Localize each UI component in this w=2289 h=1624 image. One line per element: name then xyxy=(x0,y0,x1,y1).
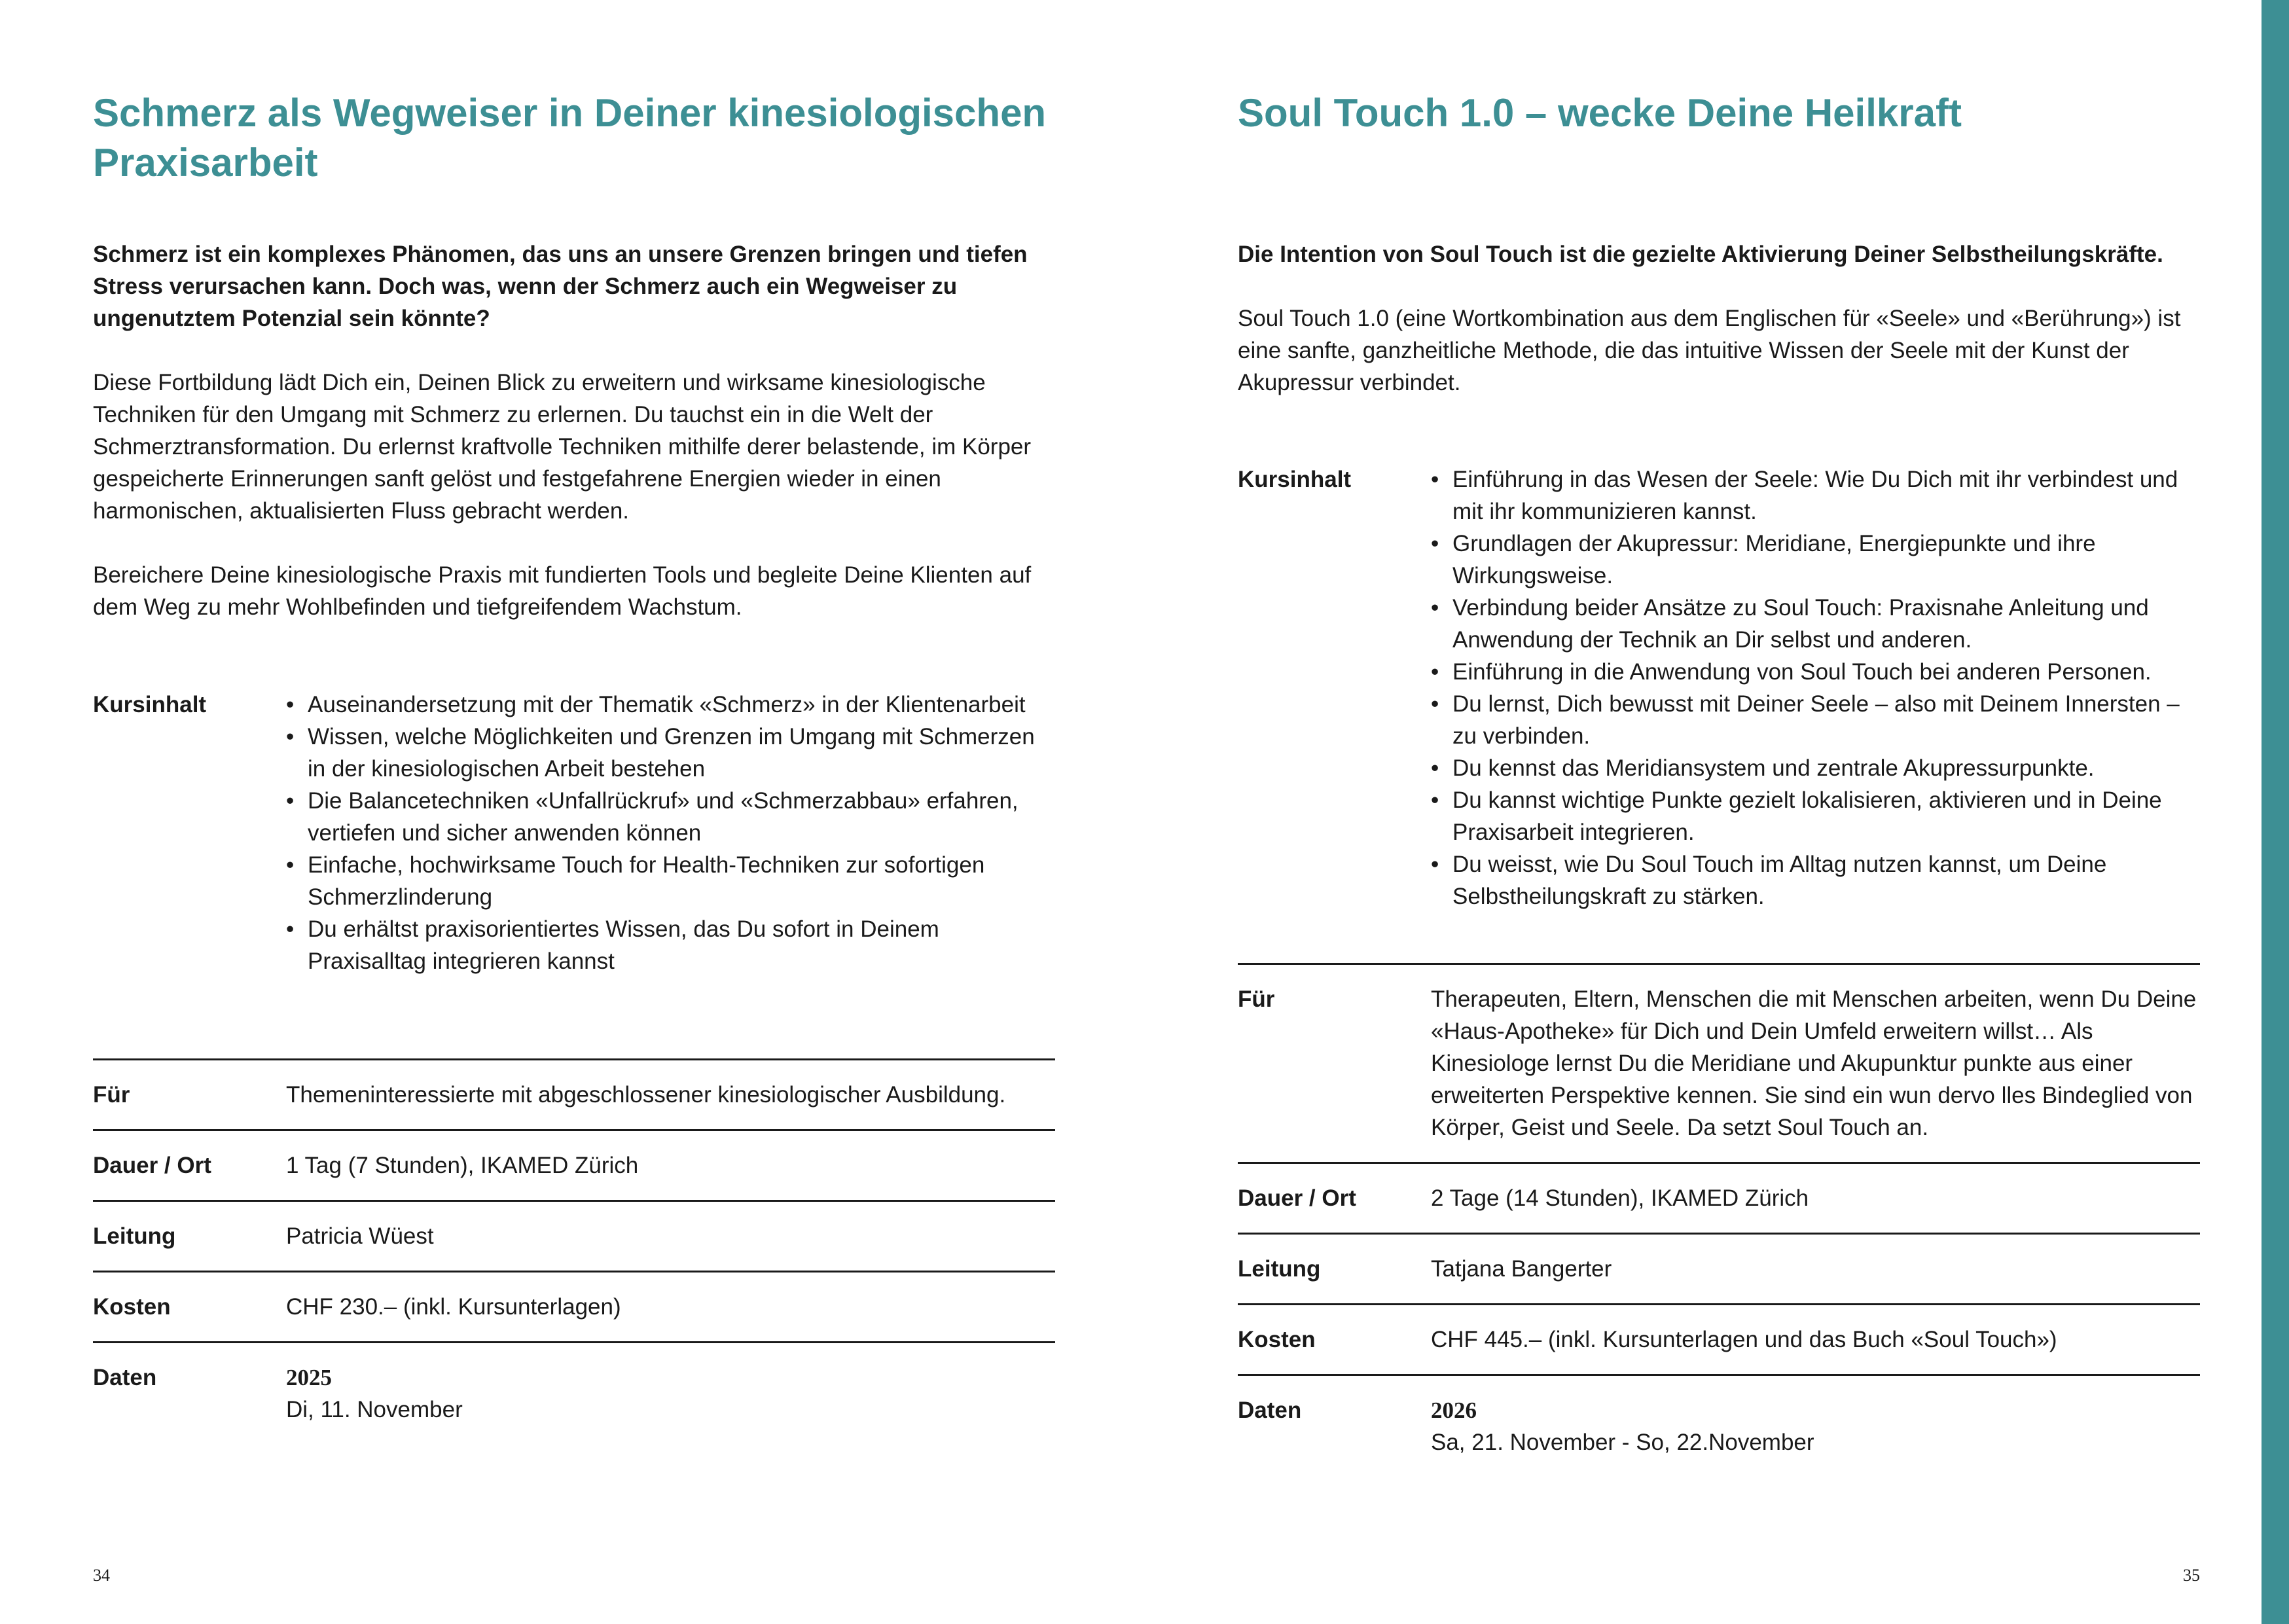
info-row-leitung xyxy=(1238,1233,2200,1303)
page-number: 35 xyxy=(2183,1566,2200,1585)
list-item: • Du kennst das Meridiansystem und zentrale Akupressurpunkte. xyxy=(1431,752,2200,784)
left-course-list xyxy=(286,689,1055,977)
list-item: • Einführung in die Anwendung von Soul Touch bei anderen Personen. xyxy=(1431,656,2200,688)
right-paragraph-1: Soul Touch 1.0 (eine Wortkombination aus dem Englischen für «Seele» und «Berührung») ist eine sanfte, ganzheitliche Methode, die das intuitive Wissen der Seele mit der Kunst der Akupressur verbindet. xyxy=(1238,306,2181,395)
info-row-kosten xyxy=(1238,1303,2200,1374)
dates-year: 2026 xyxy=(1431,1398,1477,1423)
list-item: • Du kannst wichtige Punkte gezielt lokalisieren, aktivieren und in Deine Praxisarbeit integrieren. xyxy=(1431,784,2200,848)
info-label: Dauer / Ort xyxy=(1238,1185,1356,1211)
info-label: Kosten xyxy=(1238,1327,1316,1352)
list-item: • Du lernst, Dich bewusst mit Deiner Seele – also mit Deinem Innersten – zu verbinden. xyxy=(1431,688,2200,752)
info-row-daten xyxy=(93,1341,1055,1444)
list-item: • Auseinandersetzung mit der Thematik «Schmerz» in der Klientenarbeit xyxy=(286,689,1055,721)
left-page-title: Schmerz als Wegweiser in Deiner kinesiologischen Praxisarbeit xyxy=(93,91,1047,185)
info-value: Therapeuten, Eltern, Menschen die mit Menschen arbeiten, wenn Du Deine «Haus-Apotheke» für Dich und Dein Umfeld erweitern willst… Als Kinesiologe lernst Du die Meridiane und Akupunktur punkte aus einer erweiterten Perspektive kennen. Sie sind ein wun dervo lles Bindeglied von Körper, Geist und Seele. Da setzt Soul Touch an. xyxy=(1431,986,2197,1140)
dates-year: 2025 xyxy=(286,1365,332,1390)
info-value: CHF 230.– (inkl. Kursunterlagen) xyxy=(286,1294,621,1320)
info-value: CHF 445.– (inkl. Kursunterlagen und das Buch «Soul Touch») xyxy=(1431,1327,2057,1352)
page-edge-accent-bar xyxy=(2262,0,2289,1624)
info-row-leitung xyxy=(93,1200,1055,1271)
list-item: • Die Balancetechniken «Unfallrückruf» und «Schmerzabbau» erfahren, vertiefen und sicher anwenden können xyxy=(286,785,1055,849)
info-row-dauer-ort xyxy=(1238,1162,2200,1233)
left-lead-paragraph: Schmerz ist ein komplexes Phänomen, das uns an unsere Grenzen bringen und tiefen Stress verursachen kann. Doch was, wenn der Schmerz auch ein Wegweiser zu ungenutztem Potenzial sein könnte? xyxy=(93,242,1028,331)
list-item: • Du weisst, wie Du Soul Touch im Alltag nutzen kannst, um Deine Selbstheilungskraft zu stärken. xyxy=(1431,848,2200,912)
left-paragraph-2: Bereichere Deine kinesiologische Praxis mit fundierten Tools und begleite Deine Klienten auf dem Weg zu mehr Wohlbefinden und tiefgreifendem Wachstum. xyxy=(93,562,1032,620)
info-label: Leitung xyxy=(93,1223,176,1249)
info-value: 1 Tag (7 Stunden), IKAMED Zürich xyxy=(286,1153,639,1178)
info-label: Daten xyxy=(93,1365,157,1390)
info-value: Themeninteressierte mit abgeschlossener kinesiologischer Ausbildung. xyxy=(286,1082,1006,1108)
info-row-kosten xyxy=(93,1271,1055,1341)
dates-value: Di, 11. November xyxy=(286,1397,463,1422)
info-row-fuer xyxy=(93,1058,1055,1129)
info-label: Daten xyxy=(1238,1398,1302,1423)
right-page xyxy=(1238,0,2200,1624)
info-label: Für xyxy=(1238,986,1275,1012)
list-item: • Wissen, welche Möglichkeiten und Grenzen im Umgang mit Schmerzen in der kinesiologischen Arbeit bestehen xyxy=(286,721,1055,785)
info-label: Leitung xyxy=(1238,1256,1321,1282)
left-info-table xyxy=(93,1058,1055,1444)
list-item: • Einführung in das Wesen der Seele: Wie Du Dich mit ihr verbindest und mit ihr kommunizieren kannst. xyxy=(1431,463,2200,528)
left-page xyxy=(93,0,1055,1624)
info-value: Tatjana Bangerter xyxy=(1431,1256,1612,1282)
left-paragraph-1: Diese Fortbildung lädt Dich ein, Deinen Blick zu erweitern und wirksame kinesiologische Techniken für den Umgang mit Schmerz zu erlernen. Du tauchst ein in die Welt der Schmerztransformation. Du erlernst kraftvolle Techniken mithilfe derer belastende, im Körper gespeicherte Erinnerungen sanft gelöst und festgefahrene Energien wieder in einen harmonischen, aktualisierten Fluss gebracht werden. xyxy=(93,370,1032,524)
left-course-label: Kursinhalt xyxy=(93,692,207,717)
info-row-dauer-ort xyxy=(93,1129,1055,1200)
right-course-list xyxy=(1431,463,2200,912)
list-item: • Du erhältst praxisorientiertes Wissen, das Du sofort in Deinem Praxisalltag integrieren kannst xyxy=(286,913,1055,977)
right-lead-paragraph: Die Intention von Soul Touch ist die gezielte Aktivierung Deiner Selbstheilungskräfte. xyxy=(1238,242,2163,267)
list-item: • Verbindung beider Ansätze zu Soul Touch: Praxisnahe Anleitung und Anwendung der Technik an Dir selbst und anderen. xyxy=(1431,592,2200,656)
right-course-label: Kursinhalt xyxy=(1238,467,1352,492)
list-item: • Einfache, hochwirksame Touch for Health-Techniken zur sofortigen Schmerzlinderung xyxy=(286,849,1055,913)
info-row-daten xyxy=(1238,1374,2200,1477)
dates-value: Sa, 21. November - So, 22.November xyxy=(1431,1430,1814,1455)
info-row-fuer xyxy=(1238,963,2200,1162)
info-label: Kosten xyxy=(93,1294,171,1320)
right-page-title: Soul Touch 1.0 – wecke Deine Heilkraft xyxy=(1238,91,1962,135)
page-number: 34 xyxy=(93,1566,110,1585)
info-label: Dauer / Ort xyxy=(93,1153,211,1178)
right-info-table xyxy=(1238,963,2200,1477)
list-item: • Grundlagen der Akupressur: Meridiane, Energiepunkte und ihre Wirkungsweise. xyxy=(1431,528,2200,592)
info-label: Für xyxy=(93,1082,130,1108)
info-value: Patricia Wüest xyxy=(286,1223,434,1249)
info-value xyxy=(286,1343,1055,1444)
info-value: 2 Tage (14 Stunden), IKAMED Zürich xyxy=(1431,1185,1809,1211)
info-value xyxy=(1431,1376,2200,1477)
